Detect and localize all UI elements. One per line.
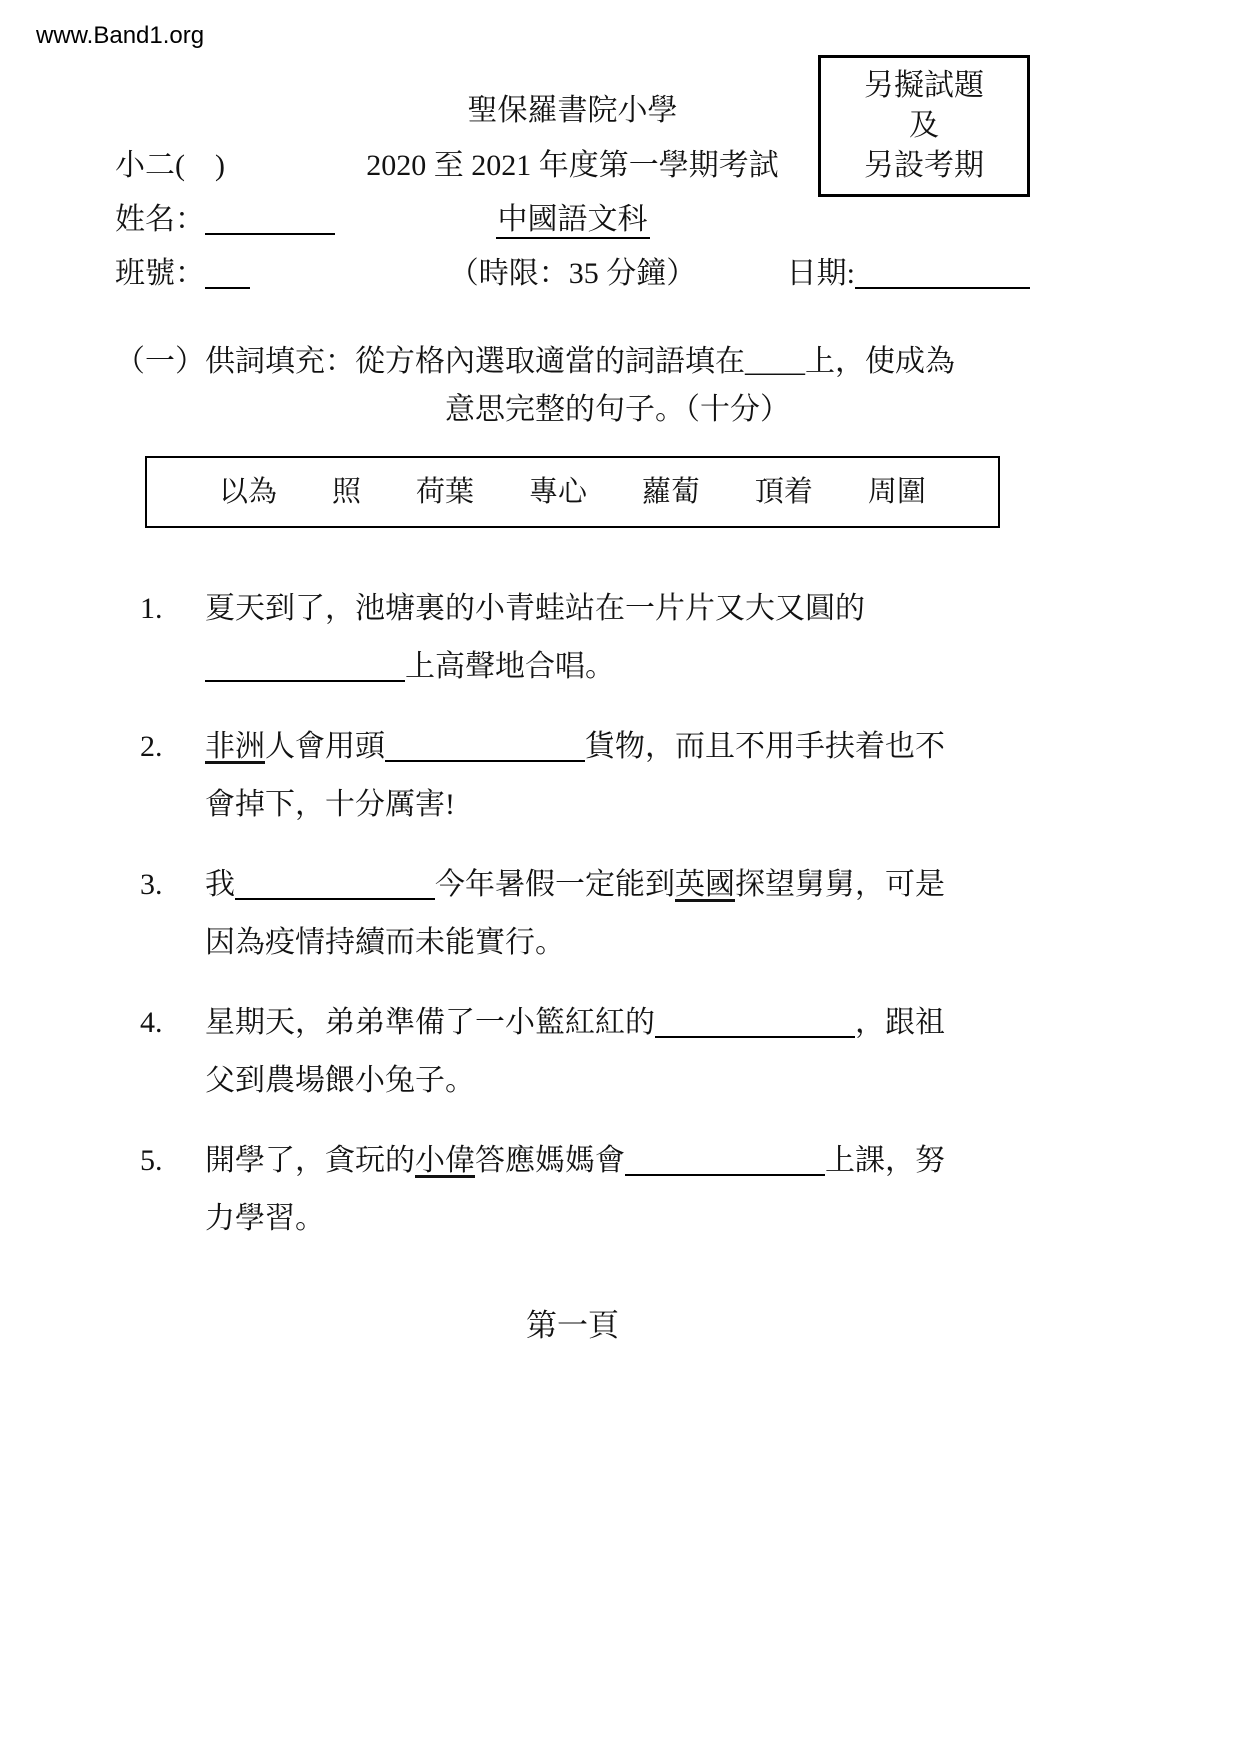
class-number-label: 班號：	[115, 257, 205, 290]
question-item	[115, 1132, 1030, 1248]
date-label: 日期:	[786, 257, 855, 290]
underlined-term: 非洲	[205, 730, 265, 763]
underlined-term: 英國	[675, 868, 735, 901]
exam-title-row	[115, 142, 1030, 190]
underlined-term: 小偉	[415, 1144, 475, 1177]
question-text	[205, 994, 1030, 1110]
class-number-row	[115, 250, 1030, 298]
question-item	[115, 718, 1030, 834]
subject-title: 中國語文科	[496, 203, 650, 239]
answer-blank	[205, 680, 405, 682]
word-bank-list	[145, 456, 1000, 528]
time-limit: （時限：35 分鐘）	[448, 257, 697, 290]
question-number: 3.	[140, 868, 163, 901]
text-segment: 答應媽媽會	[475, 1144, 625, 1177]
section-instruction-line1: 供詞填充：從方格內選取適當的詞語填在____上，使成為	[205, 345, 955, 378]
name-field	[115, 196, 335, 244]
text-segment: 我	[205, 868, 235, 901]
name-label: 姓名：	[115, 203, 205, 236]
question-number: 2.	[140, 730, 163, 763]
text-segment: 開學了，貪玩的	[205, 1144, 415, 1177]
text-segment: 因為疫情持續而未能實行。	[205, 926, 565, 959]
question-number: 4.	[140, 1006, 163, 1039]
page-number: 第一頁	[526, 1308, 619, 1343]
question-text	[205, 856, 1030, 972]
text-segment: 上課，努	[825, 1144, 945, 1177]
word-bank-item: 蘿蔔	[641, 476, 700, 508]
text-segment: 會掉下，十分厲害!	[205, 788, 455, 821]
word-bank-item: 周圍	[867, 476, 926, 508]
name-row	[115, 196, 1030, 244]
answer-blank	[385, 760, 585, 762]
class-number-blank	[205, 287, 250, 289]
text-segment: 力學習。	[205, 1202, 325, 1235]
text-segment: 人會用頭	[265, 730, 385, 763]
section-one-heading	[115, 338, 1030, 434]
text-segment: 夏天到了，池塘裏的小青蛙站在一片片又大又圓的	[205, 592, 865, 625]
text-segment: 貨物，而且不用手扶着也不	[585, 730, 945, 763]
class-number-field	[115, 250, 250, 298]
answer-blank	[625, 1174, 825, 1176]
text-segment: 父到農場餵小兔子。	[205, 1064, 475, 1097]
question-text	[205, 718, 1030, 834]
question-text	[205, 1132, 1030, 1248]
notice-line-2: 及	[909, 109, 939, 142]
date-blank	[855, 287, 1030, 289]
date-field	[787, 250, 1030, 298]
question-item	[115, 580, 1030, 696]
section-instruction-line2: 意思完整的句子。（十分）	[445, 393, 790, 426]
site-watermark: www.Band1.org	[36, 22, 205, 49]
answer-blank	[655, 1036, 855, 1038]
question-number: 1.	[140, 592, 163, 625]
question-list	[115, 580, 1030, 1248]
text-segment: ，跟祖	[855, 1006, 945, 1039]
question-text	[205, 580, 1030, 696]
exam-title: 2020 至 2021 年度第一學期考試	[366, 149, 779, 182]
question-item	[115, 856, 1030, 972]
text-segment: 今年暑假一定能到	[435, 868, 675, 901]
text-segment: 探望舅舅，可是	[735, 868, 945, 901]
question-number: 5.	[140, 1144, 163, 1177]
name-blank	[205, 233, 335, 235]
section-instruction	[205, 338, 1030, 434]
answer-blank	[235, 898, 435, 900]
word-bank-item: 頂着	[754, 476, 813, 508]
text-segment: 上高聲地合唱。	[405, 650, 615, 683]
question-item	[115, 994, 1030, 1110]
word-bank-item: 專心	[528, 476, 587, 508]
school-name: 聖保羅書院小學	[467, 94, 678, 127]
word-bank-item: 荷葉	[415, 476, 474, 508]
text-segment: 星期天，弟弟準備了一小籃紅紅的	[205, 1006, 655, 1039]
word-bank-item: 照	[331, 476, 361, 508]
notice-line-1: 另擬試題	[864, 69, 984, 102]
page-content	[115, 88, 1030, 1345]
notice-line-3: 另設考期	[864, 149, 984, 182]
word-bank-item: 以為	[219, 476, 278, 508]
section-number: （一）	[115, 345, 205, 378]
class-label: 小二( )	[115, 149, 225, 182]
